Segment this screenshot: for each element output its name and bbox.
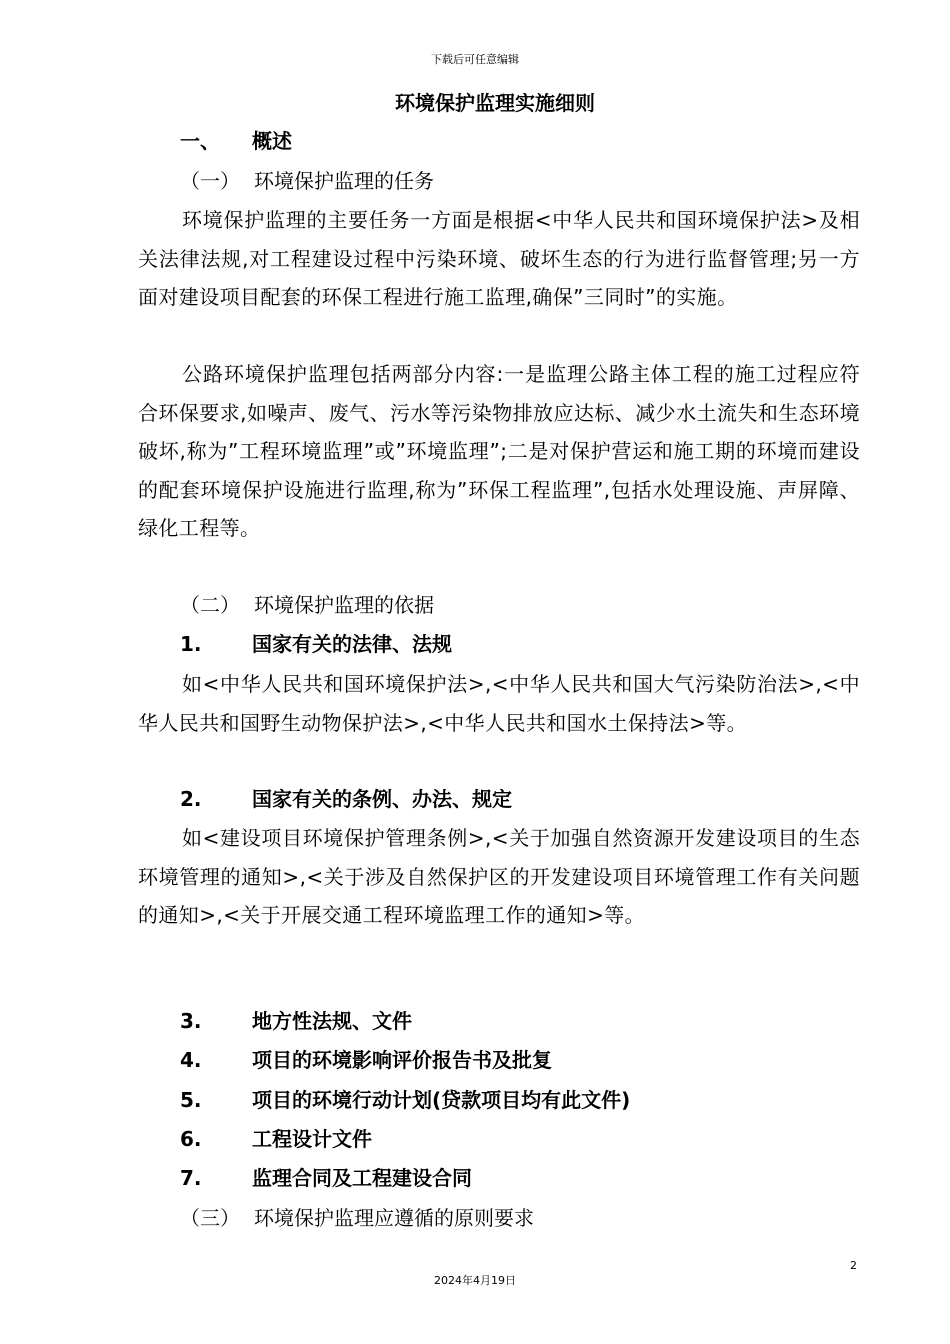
subsection-number: （二） <box>180 593 240 617</box>
list-item-national-regulations <box>180 786 512 812</box>
list-item-number: 1. <box>180 632 202 656</box>
paragraph-regulations-examples: 如<建设项目环境保护管理条例>,<关于加强自然资源开发建设项目的生态环境管理的通知>,<关于涉及自然保护区的开发建设项目环境管理工作有关问题的通知>,<关于开展交通工程环境监理工作的通知>等。 <box>138 826 860 927</box>
subsection-number: （一） <box>180 169 240 193</box>
section-heading-overview <box>180 128 292 154</box>
list-item-national-laws <box>180 631 452 657</box>
list-item-label: 工程设计文件 <box>252 1127 372 1151</box>
subsection-label: 环境保护监理的依据 <box>254 593 434 617</box>
list-item-label: 国家有关的条例、办法、规定 <box>252 787 512 811</box>
subsection-label: 环境保护监理的任务 <box>254 169 434 193</box>
list-item-number: 4. <box>180 1048 202 1072</box>
list-item-eia-report <box>180 1047 552 1073</box>
list-item-label: 国家有关的法律、法规 <box>252 632 452 656</box>
paragraph-laws-examples: 如<中华人民共和国环境保护法>,<中华人民共和国大气污染防治法>,<中华人民共和国野生动物保护法>,<中华人民共和国水土保持法>等。 <box>138 672 860 735</box>
subsection-heading-basis <box>180 592 434 618</box>
list-item-local-regulations <box>180 1008 412 1034</box>
subsection-heading-principles <box>180 1205 534 1231</box>
list-item-label: 项目的环境行动计划(贷款项目均有此文件) <box>252 1088 631 1112</box>
subsection-number: （三） <box>180 1206 240 1230</box>
footer-date: 2024年4月19日 <box>434 1274 516 1287</box>
list-item-label: 监理合同及工程建设合同 <box>252 1166 472 1190</box>
page-number: 2 <box>850 1259 857 1272</box>
list-item-label: 项目的环境影响评价报告书及批复 <box>252 1048 552 1072</box>
list-item-number: 6. <box>180 1127 202 1151</box>
list-item-design-documents <box>180 1126 372 1152</box>
list-item-contracts <box>180 1165 472 1191</box>
subsection-heading-tasks <box>180 168 434 194</box>
page-header-note: 下载后可任意编辑 <box>431 53 519 66</box>
list-item-number: 5. <box>180 1088 202 1112</box>
paragraph-highway-supervision: 公路环境保护监理包括两部分内容:一是监理公路主体工程的施工过程应符合环保要求,如噪声、废气、污水等污染物排放应达标、减少水土流失和生态环境破坏,称为”工程环境监理”或”环境监理”;二是对保护营运和施工期的环境而建设的配套环境保护设施进行监理,称为”环保工程监理”,包括水处理设施、声屏障、绿化工程等。 <box>138 362 860 540</box>
section-number: 一、 <box>180 129 220 153</box>
list-item-number: 3. <box>180 1009 202 1033</box>
subsection-label: 环境保护监理应遵循的原则要求 <box>254 1206 534 1230</box>
section-label: 概述 <box>252 129 292 153</box>
list-item-number: 2. <box>180 787 202 811</box>
list-item-label: 地方性法规、文件 <box>252 1009 412 1033</box>
paragraph-tasks-main: 环境保护监理的主要任务一方面是根据<中华人民共和国环境保护法>及相关法律法规,对工程建设过程中污染环境、破坏生态的行为进行监督管理;另一方面对建设项目配套的环保工程进行施工监理,确保”三同时”的实施。 <box>138 208 860 309</box>
list-item-action-plan <box>180 1087 630 1113</box>
list-item-number: 7. <box>180 1166 202 1190</box>
document-title: 环境保护监理实施细则 <box>395 91 595 115</box>
